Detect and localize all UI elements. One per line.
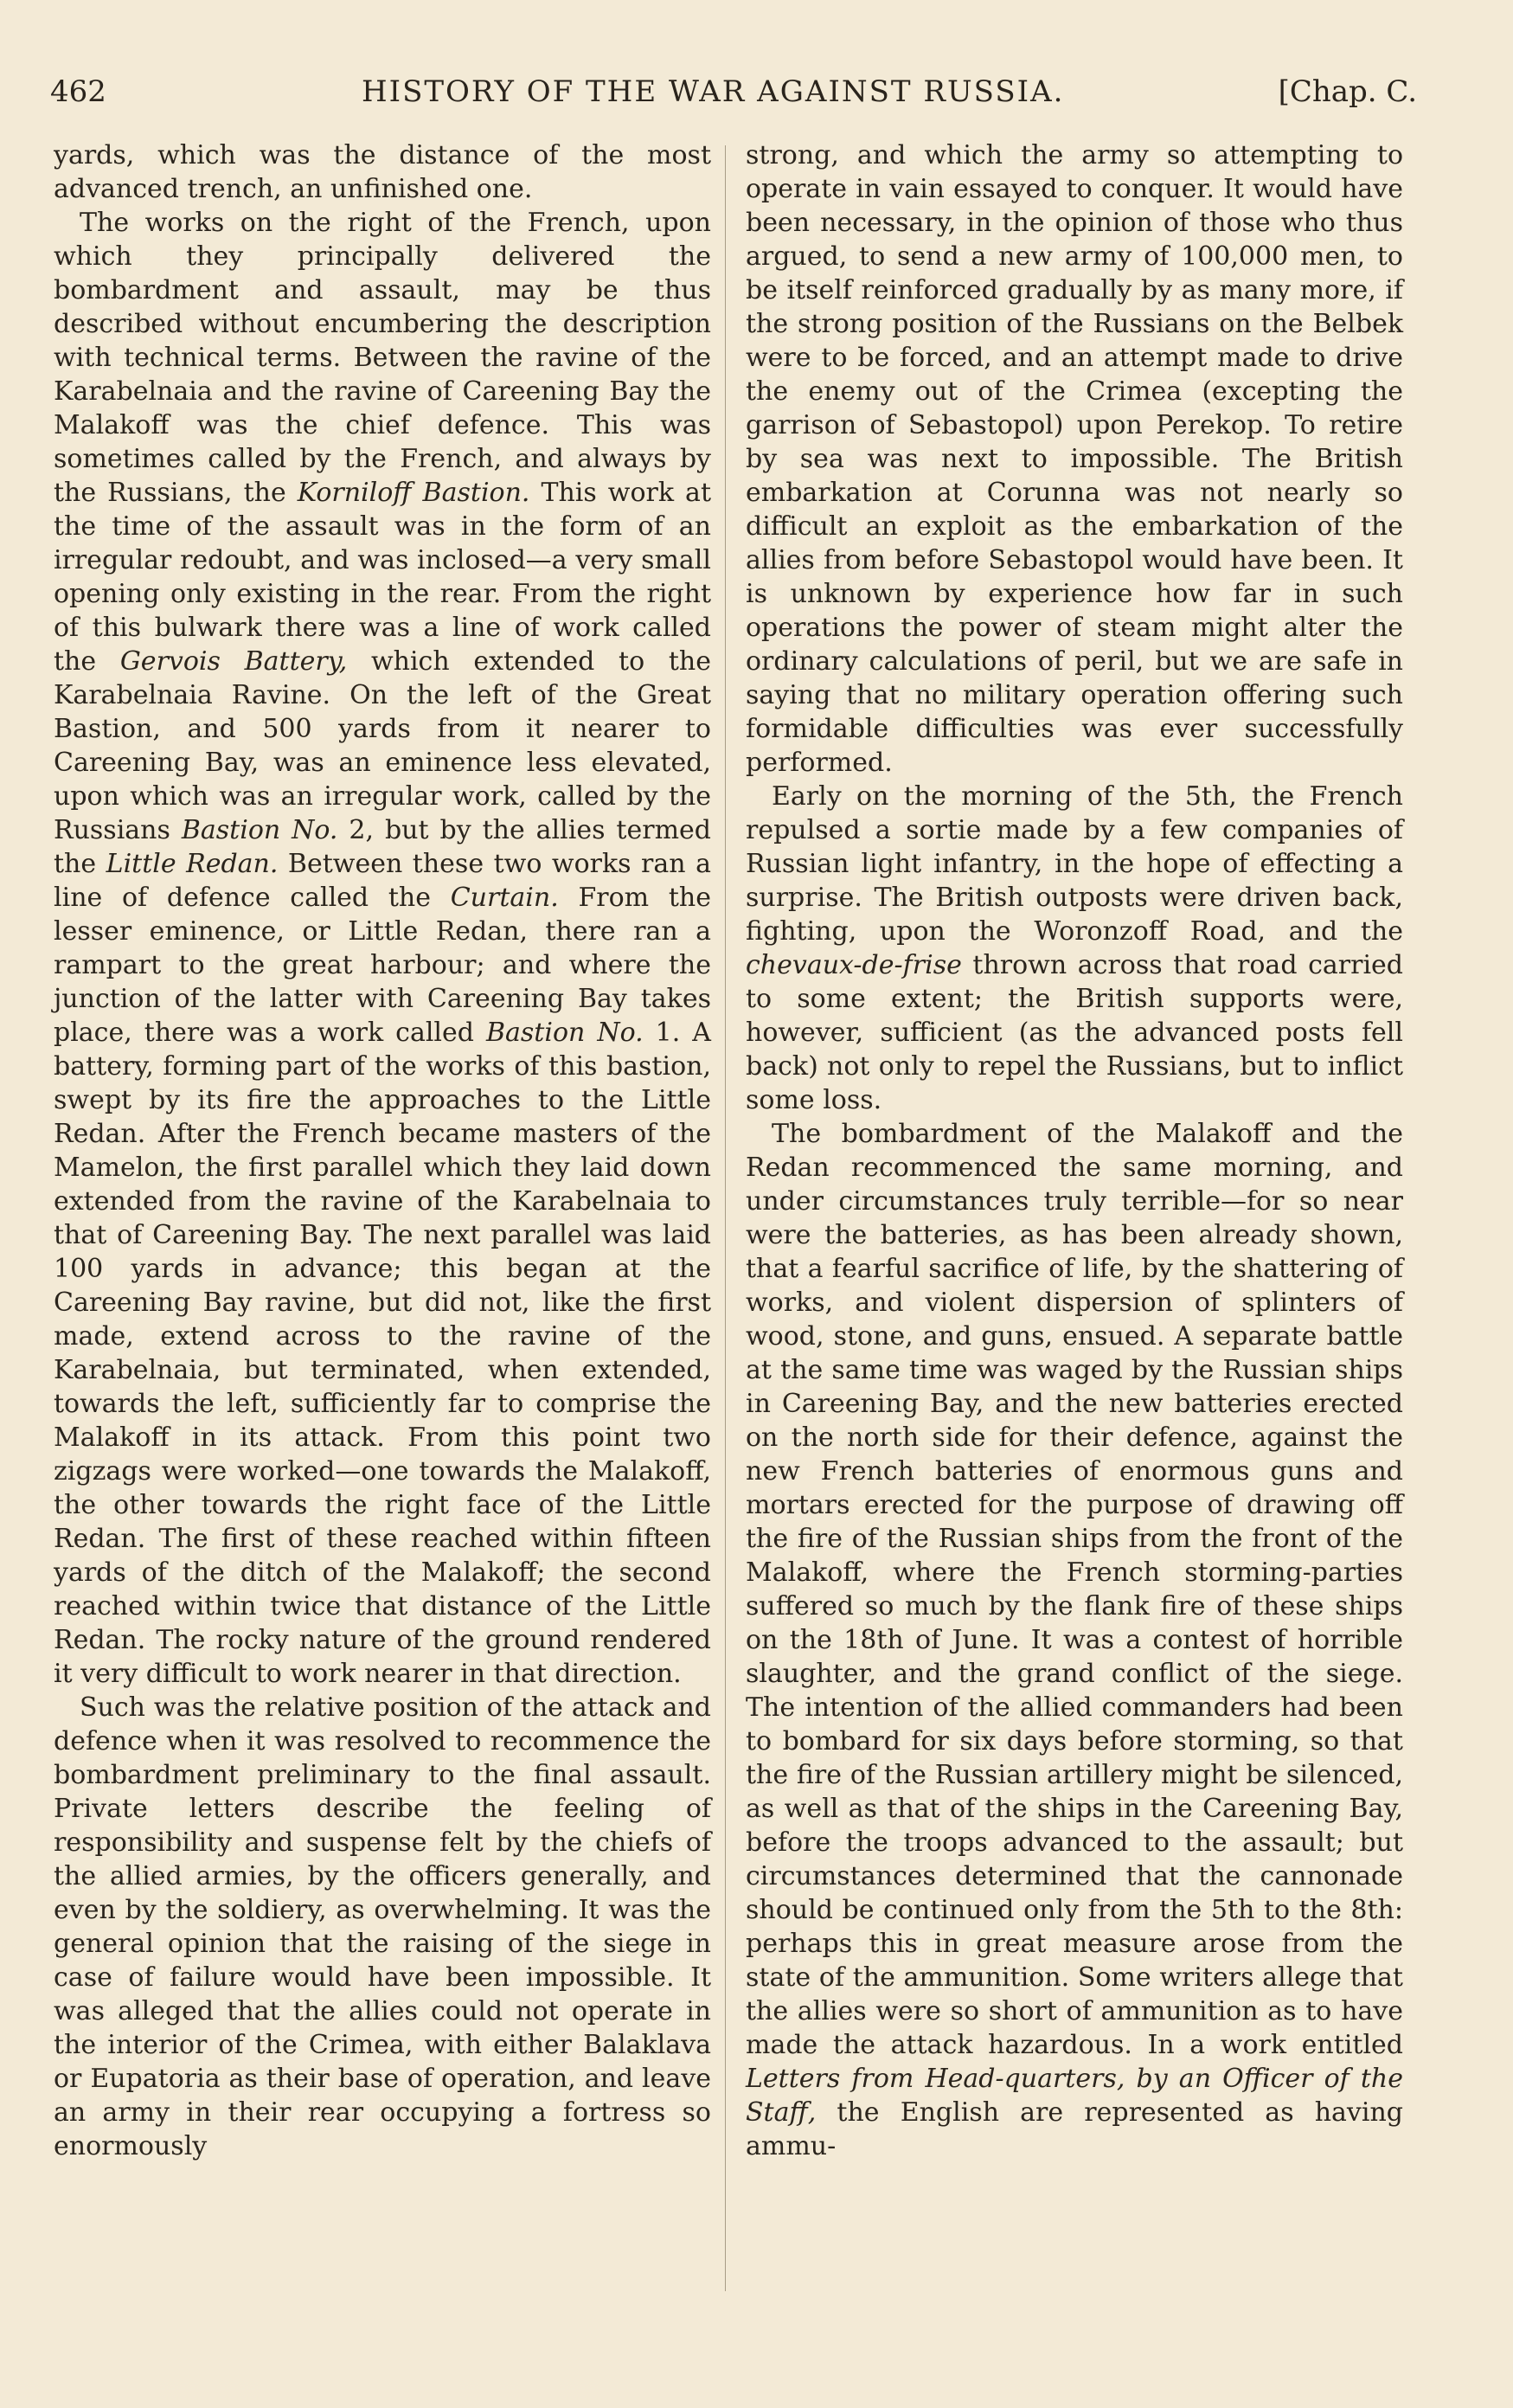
page-number: 462 xyxy=(50,74,106,109)
italic-term: Letters from Head-quarters, by an Officer of the Staff, xyxy=(746,2064,1403,2128)
text-run: Early on the morning of the 5th, the French repulsed a sortie made by a few companies of Russian light infantry, in the hope of effecting a surprise. The British outposts were driven back, fighting, upon the Woronzoff Road, and the xyxy=(746,781,1403,947)
column-divider xyxy=(725,145,726,2291)
text-run: 2, but by the allies termed the xyxy=(54,815,711,879)
text-run: The works on the right of the French, upon which they principally delivered the bombardment and assault, may be thus described without encumbering the description with technical terms. Between the ravine of the Karabelnaia and the ravine of Careening Bay the Malakoff was the chief defence. This was sometimes called by the French, and always by the Russians, the xyxy=(54,208,711,508)
text-run: thrown across that road carried to some extent; the British supports were, however, sufficient (as the advanced posts fell back) not only to repel the Russians, but to inflict some loss. xyxy=(746,950,1403,1115)
italic-term: chevaux-de-frise xyxy=(746,950,962,980)
text-run: 1. A battery, forming part of the works of this bastion, swept by its fire the approaches to the Little Redan. After the French became masters of the Mamelon, the first parallel which they laid down extended from the ravine of the Karabelnaia to that of Careening Bay. The next parallel was laid 100 yards in advance; this began at the Careening Bay ravine, but did not, like the first made, extend across to the ravine of the Karabelnaia, but terminated, when extended, towards the left, sufficiently far to comprise the Malakoff in its attack. From this point two zigzags were worked—one towards the Malakoff, the other towards the right face of the Little Redan. The first of these reached within fifteen yards of the ditch of the Malakoff; the second reached within twice that distance of the Little Redan. The rocky nature of the ground rendered it very difficult to work nearer in that direction. xyxy=(54,1018,711,1689)
page-header xyxy=(50,74,1417,118)
italic-term: Bastion No. xyxy=(485,1018,644,1048)
text-run: the English are represented as having ammu- xyxy=(746,2097,1403,2161)
paragraph: yards, which was the distance of the most advanced trench, an unfinished one. xyxy=(54,140,711,204)
right-column xyxy=(746,138,1403,2163)
italic-term: Korniloff Bastion. xyxy=(297,478,530,508)
left-column xyxy=(54,138,711,2163)
paragraph xyxy=(746,1117,1403,2163)
paragraph xyxy=(746,780,1403,1117)
text-run: This work at the time of the assault was in the form of an irregular redoubt, and was inclosed—a very small opening only existing in the rear. From the right of this bulwark there was a line of work called the xyxy=(54,478,711,677)
italic-term: Bastion No. xyxy=(181,815,338,845)
italic-term: Gervois Battery, xyxy=(119,646,348,677)
chapter-marker: [Chap. C. xyxy=(1278,74,1417,109)
paragraph: Such was the relative position of the attack and defence when it was resolved to recommence the bombardment preliminary to the final assault. Private letters describe the feeling of responsibility and suspense felt by the chiefs of the allied armies, by the officers generally, and even by the soldiery, as overwhelming. It was the general opinion that the raising of the siege in case of failure would have been impossible. It was alleged that the allies could not operate in the interior of the Crimea, with either Balaklava or Eupatoria as their base of operation, and leave an army in their rear occupying a fortress so enormously xyxy=(54,1692,711,2161)
italic-term: Curtain. xyxy=(450,883,559,913)
text-run: which extended to the Karabelnaia Ravine. On the left of the Great Bastion, and 500 yards from it nearer to Careening Bay, was an eminence less elevated, upon which was an irregular work, called by the Russians xyxy=(54,646,712,845)
paragraph: strong, and which the army so attempting to operate in vain essayed to conquer. It would have been necessary, in the opinion of those who thus argued, to send a new army of 100,000 men, to be itself reinforced gradually by as many more, if the strong position of the Russians on the Belbek were to be forced, and an attempt made to drive the enemy out of the Crimea (excepting the garrison of Sebastopol) upon Perekop. To retire by sea was next to impossible. The British embarkation at Corunna was not nearly so difficult an exploit as the embarkation of the allies from before Sebastopol would have been. It is unknown by experience how far in such operations the power of steam might alter the ordinary calculations of peril, but we are safe in saying that no military operation offering such formidable difficulties was ever successfully performed. xyxy=(746,140,1403,778)
italic-term: Little Redan. xyxy=(106,849,279,879)
text-run: From the lesser eminence, or Little Redan, there ran a rampart to the great harbour; and where the junction of the latter with Careening Bay takes place, there was a work called xyxy=(54,883,711,1048)
text-run: The bombardment of the Malakoff and the Redan recommenced the same morning, and under circumstances truly terrible—for so near were the batteries, as has been already shown, that a fearful sacrifice of life, by the shattering of works, and violent dispersion of splinters of wood, stone, and guns, ensued. A separate battle at the same time was waged by the Russian ships in Careening Bay, and the new batteries erected on the north side for their defence, against the new French batteries of enormous guns and mortars erected for the purpose of drawing off the fire of the Russian ships from the front of the Malakoff, where the French storming-parties suffered so much by the flank fire of these ships on the 18th of June. It was a contest of horrible slaughter, and the grand conflict of the siege. The intention of the allied commanders had been to bombard for six days before storming, so that the fire of the Russian artillery might be silenced, as well as that of the ships in the Careening Bay, before the troops advanced to the assault; but circumstances determined that the cannonade should be continued only from the 5th to the 8th: perhaps this in great measure arose from the state of the ammunition. Some writers allege that the allies were so short of ammunition as to have made the attack hazardous. In a work entitled xyxy=(746,1119,1403,2060)
text-run: Between these two works ran a line of defence called the xyxy=(54,849,711,913)
paragraph xyxy=(54,206,711,1691)
running-title: HISTORY OF THE WAR AGAINST RUSSIA. xyxy=(362,74,1065,109)
